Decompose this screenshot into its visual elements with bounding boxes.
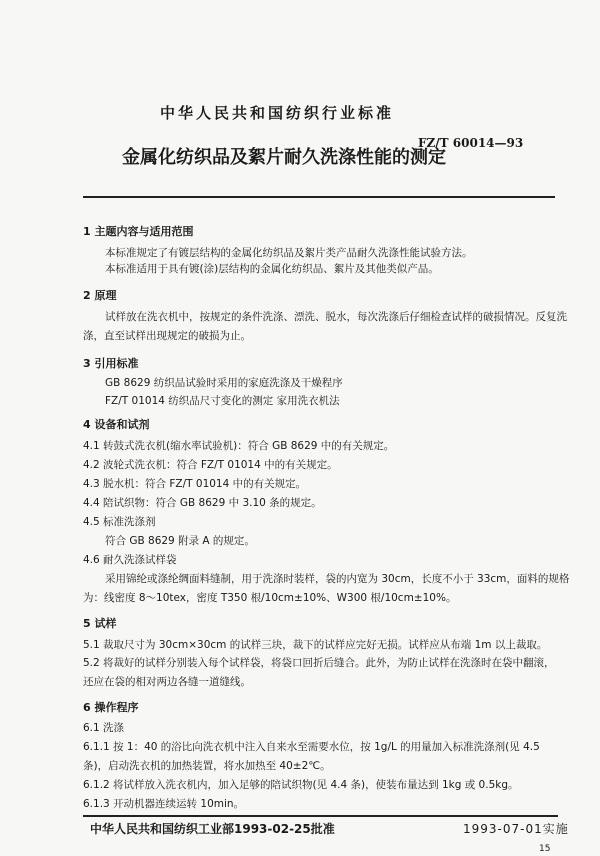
clause: 5.1 裁取尺寸为 30cm×30cm 的试样三块，裁下的试样应完好无损。试样应从布端 1m 以上裁取。 [83,639,548,651]
standard-code: FZ/T 60014—93 [418,136,524,150]
clause: 5.2 将裁好的试样分别装入每个试样袋，将袋口回折后缝合。此外，为防止试样在洗涤时在袋中翻滚， [83,657,555,669]
footer-rule [83,815,558,817]
section-heading: 5 试样 [83,617,117,630]
paragraph: 本标准适用于具有镀(涂)层结构的金属化纺织品、絮片及其他类似产品。 [105,263,439,275]
section-heading: 4 设备和试剂 [83,418,150,431]
paragraph: 采用锦纶或涤纶绸面料缝制，用于洗涤时装样，袋的内宽为 30cm，长度不小于 33cm，面料的规格 [105,573,570,585]
section-heading: 1 主题内容与适用范围 [83,225,194,238]
clause: 6.1.3 开动机器连续运转 10min。 [83,798,245,810]
clause: 4.5 标准洗涤剂 [83,516,156,528]
page-number: 15 [539,844,551,854]
paragraph: 涤，直至试样出现规定的破损为止。 [83,330,251,342]
clause: 4.4 陪试织物：符合 GB 8629 中 3.10 条的规定。 [83,497,322,509]
paragraph: 本标准规定了有镀层结构的金属化纺织品及絮片类产品耐久洗涤性能试验方法。 [105,247,473,259]
clause: 4.6 耐久洗涤试样袋 [83,554,177,566]
clause: 4.2 波轮式洗衣机：符合 FZ/T 01014 中的有关规定。 [83,459,338,471]
approval-date: 中华人民共和国纺织工业部1993-02-25批准 [90,822,335,836]
effective-date: 1993-07-01实施 [463,822,569,836]
section-heading: 2 原理 [83,289,117,302]
paragraph: 为：线密度 8～10tex，密度 T350 根/10cm±10%、W300 根/10cm±10%。 [83,592,457,604]
clause: 4.1 转鼓式洗衣机(缩水率试验机)：符合 GB 8629 中的有关规定。 [83,440,395,452]
document-title: 金属化纺织品及絮片耐久洗涤性能的测定 [122,147,446,168]
header-rule [83,196,555,198]
paragraph: 试样放在洗衣机中，按规定的条件洗涤、漂洗、脱水，每次洗涤后仔细检查试样的破损情况。反复洗 [105,311,567,323]
standard-category: 中华人民共和国纺织行业标准 [160,104,395,122]
clause: 6.1.1 按 1：40 的浴比向洗衣机中注入自来水至需要水位，按 1g/L 的用量加入标准洗涤剂(见 4.5 [83,741,540,753]
section-heading: 3 引用标准 [83,357,139,370]
reference-item: GB 8629 纺织品试验时采用的家庭洗涤及干燥程序 [105,377,343,389]
clause: 6.1.2 将试样放入洗衣机内，加入足够的陪试织物(见 4.4 条)，使装布量达到 1kg 或 0.5kg。 [83,779,519,791]
clause: 6.1 洗涤 [83,722,125,734]
section-heading: 6 操作程序 [83,701,139,714]
reference-item: FZ/T 01014 纺织品尺寸变化的测定 家用洗衣机法 [105,395,340,407]
paragraph: 还应在袋的相对两边各缝一道缝线。 [83,676,251,688]
clause: 4.3 脱水机：符合 FZ/T 01014 中的有关规定。 [83,478,307,490]
paragraph: 条)，启动洗衣机的加热装置，将水加热至 40±2℃。 [83,760,331,772]
paragraph: 符合 GB 8629 附录 A 的规定。 [105,535,255,547]
